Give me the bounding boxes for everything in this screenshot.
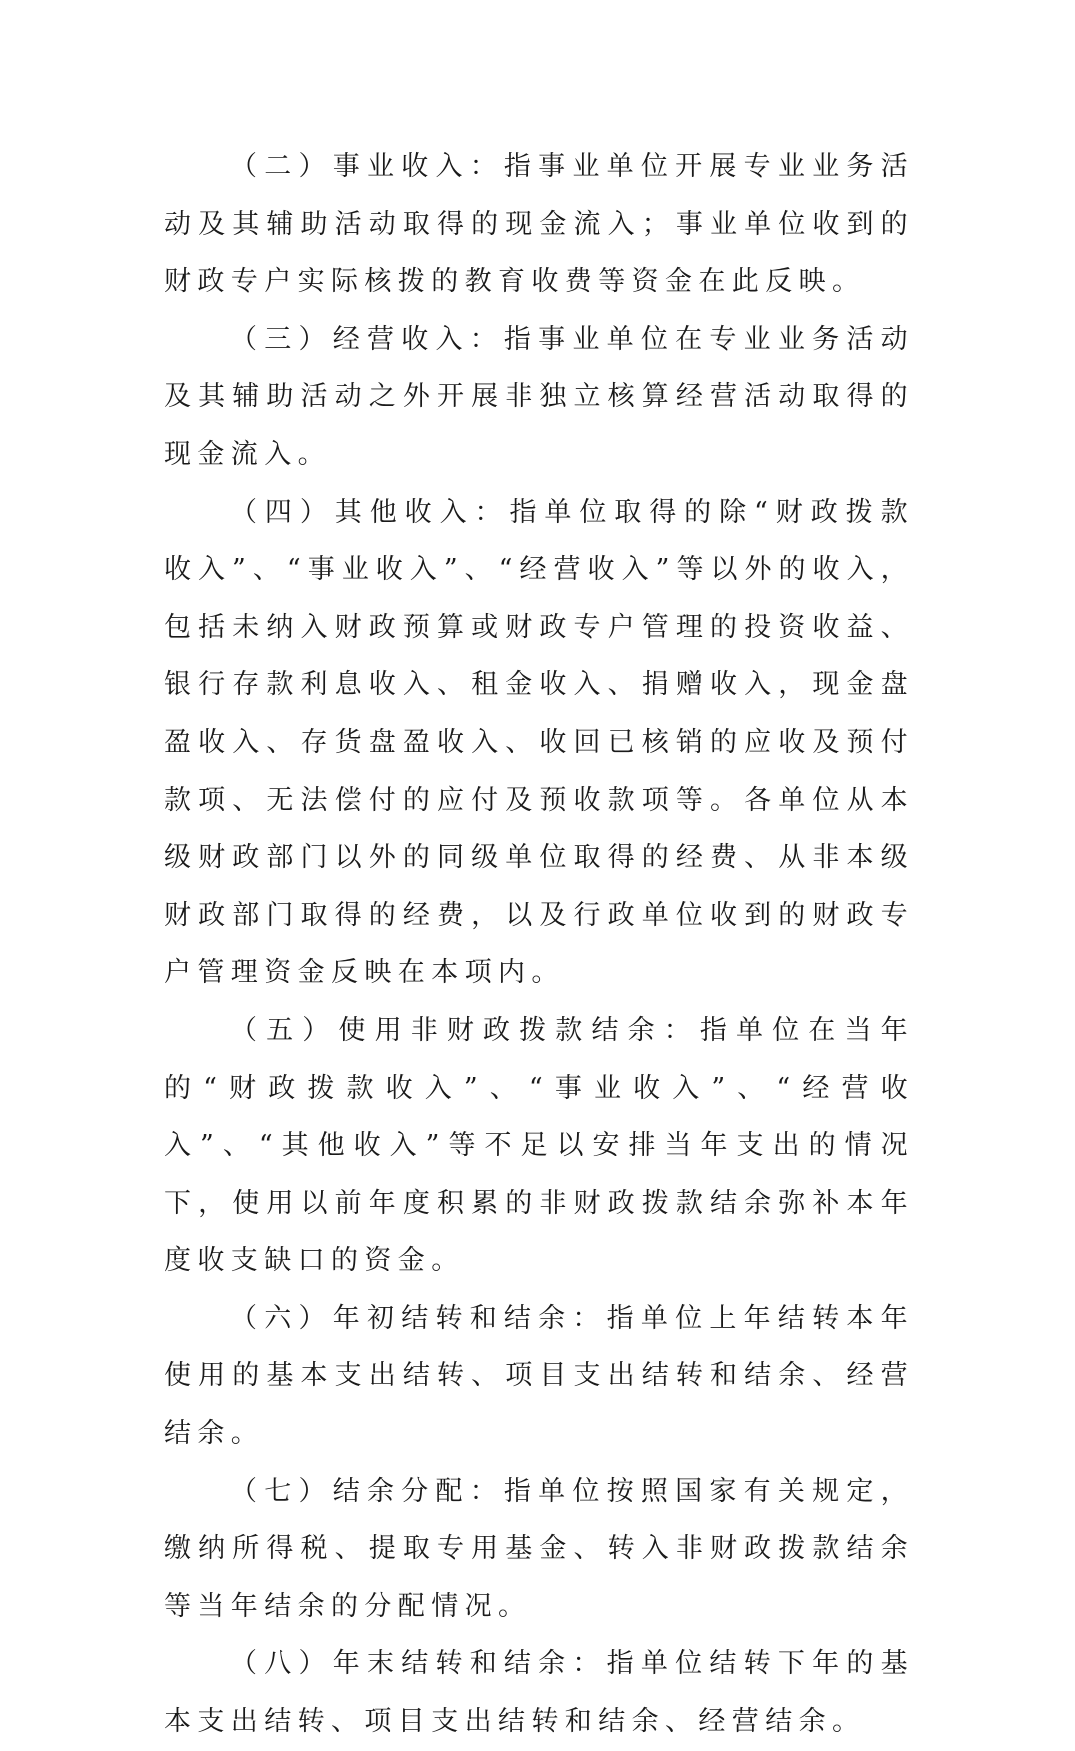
paragraph-opening-carryover: （六）年初结转和结余：指单位上年结转本年使用的基本支出结转、项目支出结转和结余、经营结余。 (164, 1302, 914, 1450)
paragraph-surplus-distribution: （七）结余分配：指单位按照国家有关规定，缴纳所得税、提取专用基金、转入非财政拨款结余等当年结余的分配情况。 (164, 1475, 914, 1622)
paragraph-non-fiscal-surplus-use: （五）使用非财政拨款结余：指单位在当年的“财政拨款收入”、“事业收入”、“经营收入”、“其他收入”等不足以安排当年支出的情况下，使用以前年度积累的非财政拨款结余弥补本年度收支缺口的资金。 (164, 1014, 914, 1277)
paragraph-closing-carryover: （八）年末结转和结余：指单位结转下年的基本支出结转、项目支出结转和结余、经营结余。 (164, 1648, 914, 1738)
paragraph-operating-income: （三）经营收入：指事业单位在专业业务活动及其辅助活动之外开展非独立核算经营活动取得的现金流入。 (164, 323, 914, 470)
paragraph-business-income: （二）事业收入：指事业单位开展专业业务活动及其辅助活动取得的现金流入；事业单位收到的财政专户实际核拨的教育收费等资金在此反映。 (164, 151, 914, 298)
paragraph-other-income: （四）其他收入：指单位取得的除“财政拨款收入”、“事业收入”、“经营收入”等以外的收入，包括未纳入财政预算或财政专户管理的投资收益、银行存款利息收入、租金收入、捐赠收入，现金盘盈收入、存货盘盈收入、收回已核销的应收及预付款项、无法偿付的应付及预收款项等。各单位从本级财政部门以外的同级单位取得的经费、从非本级财政部门取得的经费，以及行政单位收到的财政专户管理资金反映在本项内。 (164, 496, 914, 989)
document-body (164, 138, 914, 1751)
